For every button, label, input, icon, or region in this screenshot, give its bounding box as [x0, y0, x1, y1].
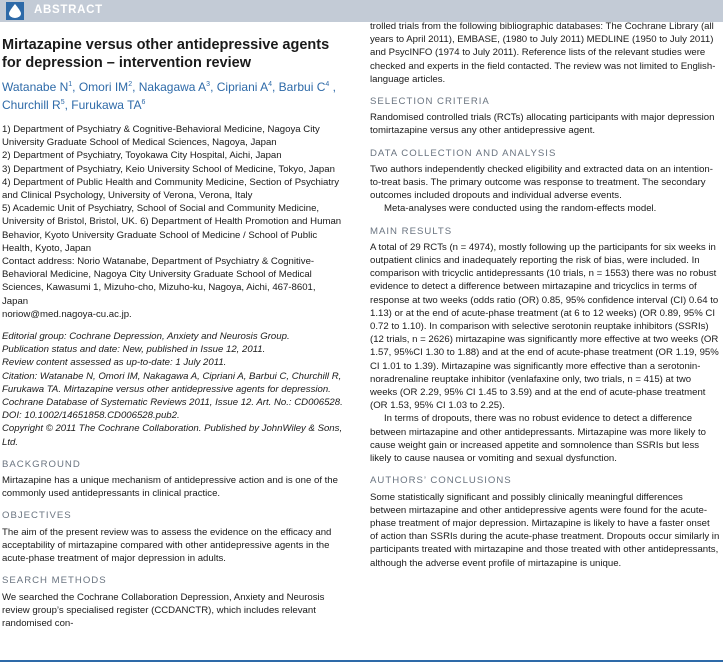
search-methods-text-continued: trolled trials from the following bibliographic databases: The Cochrane Library (all years to April 2011), EMBASE, (1980 to July 2011) MEDLINE (1950 to July 2011) and PsycINFO (1974 to July 2011). Reference lists of the relevant studies were checked and experts in the field contacted. The review was not limited to English-language articles. — [370, 21, 716, 85]
author-name: Furukawa TA — [71, 98, 142, 112]
contact-email: noriow@med.nagoya-cu.ac.jp. — [2, 308, 132, 320]
author-affiliation-number: 4 — [268, 81, 272, 88]
author-affiliation-number: 5 — [60, 99, 65, 106]
background-text: Mirtazapine has a unique mechanism of antidepressive action and is one of the commonly used antidepressants in clinical practice. — [2, 475, 338, 500]
author-name: Barbui C — [278, 80, 326, 94]
main-results-text: A total of 29 RCTs (n = 4974), mostly following up the participants for six weeks in outpatient clinics and inadequately reporting the risk of bias, were included. In comparison with tricyclic antidepressants (10 trials, n = 1553) there was no robust evidence to detect a difference between mirtazapine and tricyclics in terms of response at two weeks (odds ratio (OR) 0.85, 95% confidence interval (CI) 0.64 to 1.13) or at the end of acute-phase treatment (at 6 to 12 weeks) (OR 0.89, 95% CI 0.72 to 1.10). In comparison with selective serotonin reuptake inhibitors (SSRIs) (12 trials, n = 2626) mirtazapine was significantly more effective at two weeks (OR 1.57, 95%CI 1.30 to 1.88) and at the end of acute-phase treatment (OR 1.19, 95% CI 1.01 to 1.39). Mirtazapine was significantly more effective than a serotonin-noradrenaline reuptake inhibitor (venlafaxine only, two trials, n = 415) at two weeks (OR 2.29, 95% CI 1.45 to 3.59) and at the end of acute-phase treatment (OR 1.53, 95% CI 1.03 to 2.25). — [370, 241, 719, 412]
author-affiliation-number: 1 — [68, 81, 73, 88]
contact-address: Contact address: Norio Watanabe, Department of Psychiatry & Cognitive-Behavioral Medicine, Nagoya City University Graduate School of Medical Sciences, Kawasumi 1, Mizuho-cho, Mizuho-ku, Nagoya, Aichi, 467-8601, Japan — [2, 256, 316, 307]
authors-conclusions-heading: AUTHORS’ CONCLUSIONS — [370, 475, 512, 487]
copyright: Copyright © 2011 The Cochrane Collaboration. Published by JohnWiley & Sons, Ltd. — [2, 423, 343, 448]
review-title: Mirtazapine versus other antidepressive agents for depression – intervention review — [2, 37, 330, 71]
affiliation: 1) Department of Psychiatry & Cognitive-Behavioral Medicine, Nagoya City University Graduate School of Medical Sciences, Nagoya, Japan — [2, 124, 320, 149]
background-heading: BACKGROUND — [2, 458, 81, 470]
author-name: Nakagawa A — [138, 80, 207, 94]
search-methods-heading: SEARCH METHODS — [2, 575, 107, 587]
editorial-group: Editorial group: Cochrane Depression, Anxiety and Neurosis Group. — [2, 331, 290, 343]
cochrane-drop-icon — [6, 2, 24, 20]
author-name: Watanabe N — [2, 80, 69, 94]
citation: Citation: Watanabe N, Omori IM, Nakagawa A, Cipriani A, Barbui C, Churchill R, Furukawa TA. Mirtazapine versus other antidepressive agents for depression. Cochrane Database of Systematic Reviews 2011, Issue 12. Art. No.: CD006528. DOI: 10.1002/14651858.CD006528.pub2. — [2, 370, 343, 422]
main-results-heading: MAIN RESULTS — [370, 225, 453, 237]
affiliation: 5) Academic Unit of Psychiatry, School of Social and Community Medicine, University of Bristol, Bristol, UK. 6) Department of Health Promotion and Human Behavior, Kyoto University Graduate School of Medicine / School of Public Health, Kyoto, Japan — [2, 203, 342, 254]
bottom-rule — [0, 660, 723, 662]
search-methods-text: We searched the Cochrane Collaboration Depression, Anxiety and Neurosis review group’s specialised register (CCDANCTR), which includes relevant randomised con- — [2, 591, 325, 629]
author-name: Omori IM — [78, 80, 129, 94]
objectives-heading: OBJECTIVES — [2, 510, 72, 522]
author-list: Watanabe $N^1$, Omori $IM^2$, Nakagawa $A^3$, Cipriani $A^4$, Barbui $C^4$ , Churchill $R^5$, Furukawa $TA^6$ — [2, 80, 336, 112]
selection-criteria-text: Randomised controlled trials (RCTs) allocating participants with major depression tomirtazapine versus any other antidepressive agent. — [370, 112, 715, 137]
data-collection-text-2: Meta-analyses were conducted using the random-effects model. — [384, 203, 657, 215]
affiliation: 4) Department of Public Health and Community Medicine, Section of Psychiatry and Clinical Psychology, University of Verona, Verona, Italy — [2, 176, 339, 202]
author-affiliation-number: 3 — [206, 81, 211, 88]
objectives-text: The aim of the present review was to assess the evidence on the efficacy and acceptability of mirtazapine compared with other antidepressive agents in the acute-phase treatment of major depression in adults. — [2, 526, 332, 565]
author-affiliation-number: 2 — [128, 81, 133, 88]
selection-criteria-heading: SELECTION CRITERIA — [370, 96, 490, 108]
author-name: Cipriani A — [216, 80, 269, 94]
publication-status: Publication status and date: New, published in Issue 12, 2011. — [2, 344, 266, 356]
review-content-date: Review content assessed as up-to-date: 1 July 2011. — [2, 357, 227, 369]
affiliation: 3) Department of Psychiatry, Keio University School of Medicine, Tokyo, Japan — [2, 163, 335, 175]
author-name: Churchill R — [2, 98, 61, 112]
affiliation: 2) Department of Psychiatry, Toyokawa City Hospital, Aichi, Japan — [2, 150, 282, 162]
data-collection-text: Two authors independently checked eligibility and extracted data on an intention-to-treat basis. The primary outcome was response to treatment. The secondary outcomes included dropouts and individual adverse events. — [370, 163, 713, 202]
banner-label: ABSTRACT — [34, 4, 103, 16]
author-affiliation-number: 4 — [325, 81, 330, 88]
data-collection-heading: DATA COLLECTION AND ANALYSIS — [370, 147, 557, 159]
authors-conclusions-text: Some statistically significant and possibly clinically meaningful differences between mirtazapine and other antidepressive agents were found for the acute-phase treatment of major depression. Mirtazapine is likely to have a faster onset of action than SSRIs during the acute-phase treatment. Dropouts occur similarly in participants treated with mirtazapine and those treated with other antidepressants, although the adverse event profile of mirtazapine is unique. — [370, 491, 720, 569]
abstract-banner — [0, 0, 723, 22]
left-column — [2, 36, 344, 630]
right-column — [370, 20, 720, 570]
main-results-text-2: In terms of dropouts, there was no robust evidence to detect a difference between mirtazapine and other antidepressants. Mirtazapine was more likely to cause weight gain or increased appetite and somnolence than SSRIs but less likely to cause nausea or vomiting and sexual dysfunction. — [370, 413, 706, 465]
author-affiliation-number: 6 — [141, 99, 146, 106]
